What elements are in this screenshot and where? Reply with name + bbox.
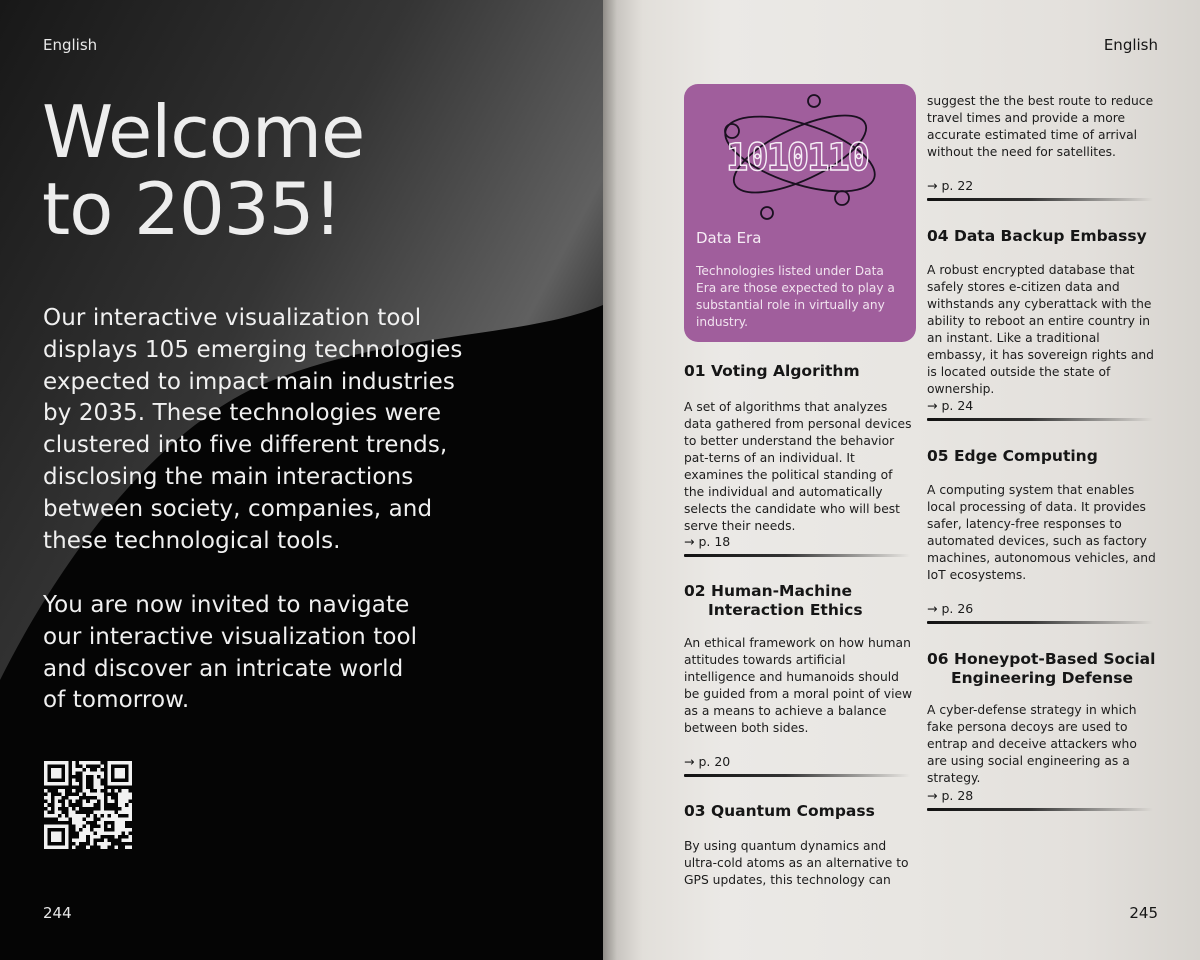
intro-line: clustered into five different trends, — [43, 432, 448, 459]
entry-title — [927, 447, 1098, 466]
divider — [927, 198, 1153, 201]
entry-title-line: 02 Human-Machine — [684, 582, 853, 600]
entry-title-line: Engineering Defense — [951, 669, 1133, 687]
intro-line: displays 105 emerging technologies — [43, 336, 463, 363]
era-description: Technologies listed under Data Era are those expected to play a substantial role in virtually any industry. — [696, 264, 895, 329]
divider — [684, 554, 910, 557]
page-reference-link[interactable]: → p. 20 — [684, 754, 731, 769]
intro-line: between society, companies, and — [43, 495, 433, 522]
entry-title-line: 01 Voting Algorithm — [684, 362, 860, 380]
entry-description: A robust encrypted database that safely stores e-citizen data and withstands any cyberattack with the ability to reboot an entire country in an instant. Like a traditional embassy, it has sovereign rights and is located outside the state of ownership. — [927, 263, 1154, 396]
entry-description: A set of algorithms that analyzes data gathered from personal devices to better understand the behavior pat-terns of an individual. It examines the political standing of the individual and automatically selects the candidate who will best serve their needs. — [684, 400, 912, 533]
divider — [927, 621, 1153, 624]
entry-title — [684, 802, 875, 821]
invite-paragraph — [43, 590, 513, 717]
intro-line: by 2035. These technologies were — [43, 400, 442, 427]
entry-title — [927, 650, 1155, 688]
atom-binary-illustration — [684, 84, 916, 224]
invite-line: our interactive visualization tool — [43, 623, 418, 650]
right-page — [603, 0, 1200, 960]
entry-title — [684, 362, 860, 381]
entry-title — [927, 227, 1147, 246]
intro-line: disclosing the main interactions — [43, 463, 414, 490]
divider — [927, 418, 1153, 421]
entry-description: An ethical framework on how human attitudes towards artificial intelligence and humanoids should be guided from a moral point of view as a means to achieve a balance between both sides. — [684, 636, 913, 735]
language-label: English — [1103, 36, 1158, 54]
title-line-2: to 2035! — [42, 167, 342, 251]
entry-title-line: 06 Honeypot-Based Social — [927, 650, 1156, 668]
page-reference-link[interactable]: → p. 24 — [927, 398, 974, 413]
qr-code[interactable] — [44, 761, 132, 849]
divider — [927, 808, 1153, 811]
entry-description: A computing system that enables local processing of data. It provides safer, latency-free responses to automated devices, such as factory machines, autonomous vehicles, and IoT ecosystems. — [927, 483, 1156, 582]
page-reference-link[interactable]: → p. 28 — [927, 788, 974, 803]
language-label: English — [43, 36, 98, 54]
page-reference-link[interactable]: → p. 18 — [684, 534, 731, 549]
era-title: Data Era — [696, 229, 762, 247]
page-title — [42, 90, 365, 251]
intro-paragraph — [43, 303, 513, 557]
invite-line: You are now invited to navigate — [43, 592, 410, 618]
intro-line: Our interactive visualization tool — [43, 305, 422, 331]
binary-text: 1010110 — [726, 136, 868, 179]
entry-title-line: 03 Quantum Compass — [684, 802, 875, 820]
divider — [684, 774, 910, 777]
invite-line: and discover an intricate world — [43, 655, 404, 682]
invite-line: of tomorrow. — [43, 687, 190, 714]
page-reference-link[interactable]: → p. 26 — [927, 601, 974, 616]
entry-title — [684, 582, 863, 620]
page-number: 244 — [43, 904, 72, 922]
page-number: 245 — [1129, 904, 1158, 922]
page-reference-link[interactable]: → p. 22 — [927, 178, 974, 193]
intro-line: these technological tools. — [43, 527, 341, 554]
entry-description-continued: suggest the the best route to reduce travel times and provide a more accurate estimated time of arrival without the need for satellites. — [927, 94, 1154, 159]
entry-title-line: Interaction Ethics — [708, 601, 863, 619]
entry-description: A cyber-defense strategy in which fake persona decoys are used to entrap and deceive attackers who are using social engineering as a strategy. — [927, 703, 1137, 785]
intro-line: expected to impact main industries — [43, 368, 455, 395]
data-era-card — [684, 84, 916, 342]
entry-title-line: 04 Data Backup Embassy — [927, 227, 1147, 245]
title-line-1: Welcome — [42, 90, 365, 174]
entry-description: By using quantum dynamics and ultra-cold atoms as an alternative to GPS updates, this technology can — [684, 839, 909, 887]
entry-title-line: 05 Edge Computing — [927, 447, 1098, 465]
